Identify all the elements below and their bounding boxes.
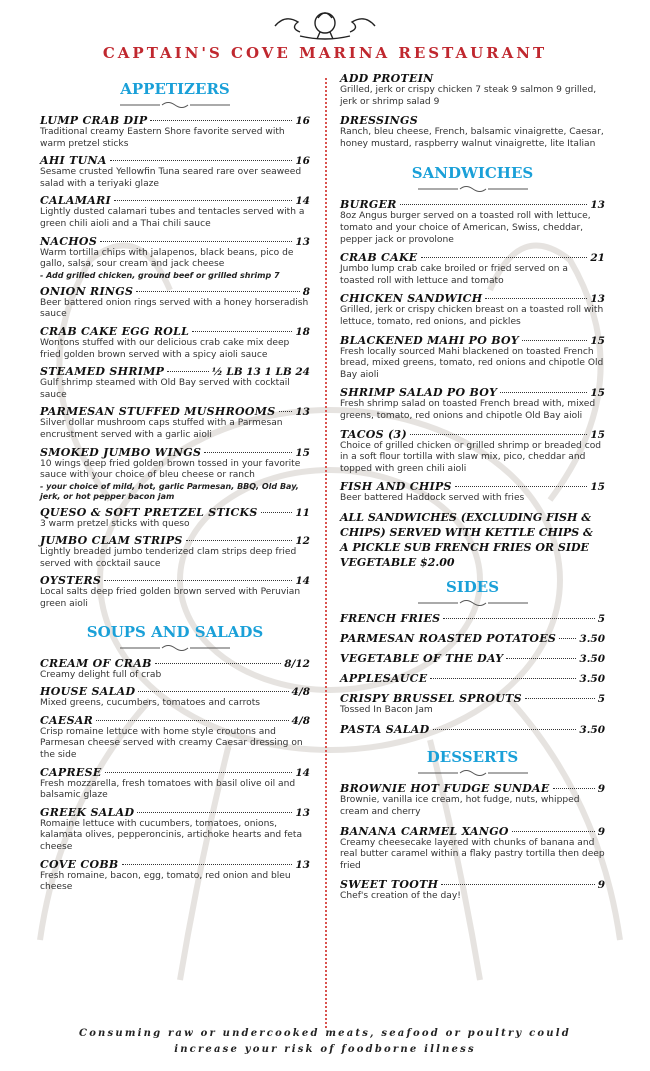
menu-item-description: Beer battered Haddock served with fries bbox=[340, 493, 525, 504]
dot-leader bbox=[167, 371, 208, 372]
menu-item-price: 14 bbox=[295, 575, 310, 588]
sides-list bbox=[340, 612, 605, 737]
dressings-heading: DRESSINGS bbox=[340, 114, 418, 128]
menu-item-price: 3.50 bbox=[579, 724, 605, 737]
appetizers-list bbox=[40, 114, 310, 611]
menu-item-name: NACHOS bbox=[40, 234, 98, 248]
menu-item-price: 15 bbox=[590, 334, 605, 347]
menu-item-line bbox=[340, 612, 605, 625]
menu-item-name: BANANA CARMEL XANGO bbox=[340, 824, 509, 838]
dot-leader bbox=[522, 340, 587, 341]
menu-item-line bbox=[40, 858, 310, 871]
menu-item-price: 12 bbox=[295, 535, 310, 548]
menu-item-line bbox=[40, 325, 310, 338]
menu-item-description: Local salts deep fried golden brown served with Peruvian green aioli bbox=[40, 587, 301, 610]
menu-item-price: 13 bbox=[295, 235, 310, 248]
menu-item bbox=[40, 194, 310, 230]
menu-item-description: Fresh romaine, bacon, egg, tomato, red onion and bleu cheese bbox=[40, 870, 291, 893]
menu-item-name: HOUSE SALAD bbox=[40, 685, 136, 699]
menu-item-price: 13 bbox=[295, 806, 310, 819]
menu-item-line bbox=[40, 285, 310, 298]
menu-item bbox=[40, 114, 310, 150]
menu-item bbox=[40, 365, 310, 401]
sandwiches-heading: SANDWICHES bbox=[411, 164, 534, 183]
menu-item-description: Sesame crusted Yellowfin Tuna seared rare over seaweed salad with a teriyaki glaze bbox=[40, 167, 302, 189]
dot-leader bbox=[192, 331, 292, 332]
add-protein-desc: Grilled, jerk or crispy chicken 7 steak 9 salmon 9 grilled, jerk or shrimp salad 9 bbox=[340, 85, 597, 107]
menu-item-name: PASTA SALAD bbox=[340, 723, 430, 737]
menu-item-name: PARMESAN STUFFED MUSHROOMS bbox=[40, 405, 276, 419]
menu-item-name: ONION RINGS bbox=[40, 284, 134, 298]
menu-item-line bbox=[40, 574, 310, 587]
menu-item-name: CHICKEN SANDWICH bbox=[340, 292, 483, 306]
menu-item-name: CRAB CAKE bbox=[340, 251, 418, 265]
menu-item-name: PARMESAN ROASTED POTATOES bbox=[340, 631, 557, 645]
menu-item-description: Lightly dusted calamari tubes and tentacles served with a green chili aioli and a Thai chili sauce bbox=[40, 207, 305, 229]
menu-item-line bbox=[340, 672, 605, 685]
menu-item-line bbox=[40, 806, 310, 819]
menu-item-name: COVE COBB bbox=[40, 857, 119, 871]
dot-leader bbox=[441, 884, 594, 885]
menu-item-description: 10 wings deep fried golden brown tossed in your favorite sauce with your choice of bleu cheese or ranch bbox=[40, 458, 301, 481]
menu-item-price: 9 bbox=[597, 879, 605, 892]
menu-item bbox=[340, 692, 605, 717]
sandwich-note: ALL SANDWICHES (EXCLUDING FISH & CHIPS) SERVED WITH KETTLE CHIPS & A PICKLE SUB FRENCH FRIES OR SIDE VEGETABLE $2.00 bbox=[340, 510, 593, 569]
menu-item bbox=[40, 405, 310, 441]
menu-item bbox=[40, 714, 310, 762]
dot-leader bbox=[433, 729, 577, 730]
menu-item-name: VEGETABLE OF THE DAY bbox=[340, 651, 504, 665]
menu-item-description: Warm tortilla chips with jalapenos, black beans, pico de gallo, salsa, sour cream and jack cheese bbox=[40, 247, 294, 270]
flourish-divider-icon bbox=[418, 184, 528, 194]
menu-item-line bbox=[40, 446, 310, 459]
menu-item-name: CREAM OF CRAB bbox=[40, 656, 152, 670]
menu-item bbox=[340, 878, 605, 903]
menu-item-line bbox=[340, 292, 605, 305]
desserts-heading: DESSERTS bbox=[426, 748, 519, 767]
menu-item-description: Mixed greens, cucumbers, tomatoes and carrots bbox=[40, 698, 260, 709]
menu-item-price: 4/8 bbox=[291, 714, 310, 727]
menu-item bbox=[40, 534, 310, 570]
menu-item bbox=[340, 782, 605, 818]
sides-heading: SIDES bbox=[445, 577, 500, 596]
dot-leader bbox=[104, 580, 292, 581]
menu-item-line bbox=[340, 782, 605, 795]
menu-item-price: 14 bbox=[295, 195, 310, 208]
menu-item-name: AHI TUNA bbox=[40, 154, 107, 168]
menu-item-name: BLACKENED MAHI PO BOY bbox=[340, 333, 520, 347]
dot-leader bbox=[410, 434, 587, 435]
menu-item-name: CAESAR bbox=[40, 713, 94, 727]
menu-item-line bbox=[40, 685, 310, 698]
menu-item-note: - Add grilled chicken, ground beef or grilled shrimp 7 bbox=[40, 270, 280, 280]
menu-item-price: 15 bbox=[590, 481, 605, 494]
menu-item bbox=[340, 386, 605, 422]
menu-item-price: 16 bbox=[295, 115, 310, 127]
menu-item bbox=[340, 334, 605, 382]
menu-item-price: 11 bbox=[295, 506, 310, 519]
dot-leader bbox=[136, 291, 299, 292]
sandwiches-list bbox=[340, 198, 605, 505]
menu-item-line bbox=[340, 480, 605, 493]
dot-leader bbox=[100, 241, 292, 242]
dot-leader bbox=[553, 788, 595, 789]
menu-item-line bbox=[40, 194, 310, 207]
disclaimer-line-2: increase your risk of foodborne illness bbox=[174, 1044, 476, 1055]
dot-leader bbox=[430, 678, 576, 679]
menu-item-line bbox=[340, 825, 605, 838]
menu-item bbox=[40, 285, 310, 321]
menu-item-line bbox=[340, 198, 605, 211]
menu-item-name: APPLESAUCE bbox=[340, 671, 428, 685]
disclaimer-line-1: Consuming raw or undercooked meats, seafood or poultry could bbox=[79, 1028, 571, 1039]
menu-item-name: CRISPY BRUSSEL SPROUTS bbox=[340, 691, 522, 705]
menu-item bbox=[40, 858, 310, 894]
rooster-logo-icon bbox=[270, 6, 380, 42]
menu-item-name: FISH AND CHIPS bbox=[340, 480, 452, 494]
menu-item-description: Crisp romaine lettuce with home style croutons and Parmesan cheese served with creamy Caesar dressing on the side bbox=[40, 726, 303, 761]
menu-item bbox=[40, 235, 310, 281]
left-column bbox=[40, 72, 310, 898]
menu-item-line bbox=[340, 632, 605, 645]
menu-item-price: 4/8 bbox=[291, 686, 310, 699]
menu-item bbox=[40, 325, 310, 361]
dot-leader bbox=[455, 486, 588, 487]
menu-item-name: BURGER bbox=[340, 198, 397, 212]
menu-item-name: CAPRESE bbox=[40, 765, 102, 779]
dot-leader bbox=[114, 200, 292, 201]
menu-item-price: 14 bbox=[295, 766, 310, 779]
menu-item-name: CALAMARI bbox=[40, 194, 111, 208]
menu-item-line bbox=[340, 652, 605, 665]
menu-item-line bbox=[40, 405, 310, 418]
menu-item bbox=[40, 657, 310, 682]
menu-item-line bbox=[340, 428, 605, 441]
menu-item-description: Fresh shrimp salad on toasted French bread with, mixed greens, tomato, red onions and chipotle Old Bay aioli bbox=[340, 399, 596, 421]
menu-item-description: Fresh locally sourced Mahi blackened on toasted French bread, mixed greens, tomato, red onions and chipotle Old Bay aioli bbox=[340, 346, 604, 380]
menu-item-price: 5 bbox=[597, 612, 605, 625]
menu-item bbox=[340, 428, 605, 476]
dot-leader bbox=[138, 691, 288, 692]
menu-item bbox=[340, 723, 605, 736]
dot-leader bbox=[512, 831, 595, 832]
appetizers-heading: APPETIZERS bbox=[120, 80, 230, 98]
menu-item-name: STEAMED SHRIMP bbox=[40, 365, 165, 379]
menu-item-name: TACOS (3) bbox=[340, 427, 407, 441]
menu-item bbox=[40, 506, 310, 531]
menu-item-price: 16 bbox=[295, 155, 310, 168]
menu-item bbox=[340, 251, 605, 287]
add-protein-heading: ADD PROTEIN bbox=[340, 72, 434, 85]
menu-item bbox=[40, 806, 310, 854]
menu-item-name: GREEK SALAD bbox=[40, 805, 135, 819]
menu-item bbox=[40, 154, 310, 190]
menu-item-description: 3 warm pretzel sticks with queso bbox=[40, 518, 190, 529]
column-divider bbox=[325, 78, 327, 1028]
menu-item-price: 9 bbox=[597, 783, 605, 796]
menu-item-description: Traditional creamy Eastern Shore favorite served with warm pretzel sticks bbox=[40, 127, 285, 149]
menu-item-price: 13 bbox=[590, 293, 605, 306]
menu-item-line bbox=[40, 657, 310, 670]
dot-leader bbox=[525, 698, 595, 699]
flourish-divider-icon bbox=[120, 643, 230, 653]
health-disclaimer bbox=[0, 1026, 650, 1058]
flourish-divider-icon bbox=[418, 768, 528, 778]
menu-item-line bbox=[40, 114, 310, 127]
menu-item-price: 13 bbox=[590, 199, 605, 212]
menu-item bbox=[40, 574, 310, 610]
menu-item-price: 13 bbox=[295, 406, 310, 419]
menu-item bbox=[340, 632, 605, 645]
menu-item-price: 13 bbox=[295, 858, 310, 871]
restaurant-title: CAPTAIN'S COVE MARINA RESTAURANT bbox=[102, 44, 548, 62]
menu-item-line bbox=[40, 506, 310, 519]
menu-item-line bbox=[340, 692, 605, 705]
menu-item-line bbox=[340, 723, 605, 736]
menu-item-description: Gulf shrimp steamed with Old Bay served with cocktail sauce bbox=[40, 378, 290, 400]
menu-item-description: Romaine lettuce with cucumbers, tomatoes, onions, kalamata olives, pepperoncinis, artichoke hearts and feta cheese bbox=[40, 818, 303, 852]
menu-item-description: Beer battered onion rings served with a honey horseradish sauce bbox=[40, 297, 309, 320]
dot-leader bbox=[506, 658, 576, 659]
flourish-divider-icon bbox=[418, 598, 528, 608]
menu-item-description: Tossed In Bacon Jam bbox=[340, 704, 433, 715]
dot-leader bbox=[279, 411, 293, 412]
soups-list bbox=[40, 657, 310, 894]
menu-item-name: QUESO & SOFT PRETZEL STICKS bbox=[40, 505, 258, 519]
menu-item-name: SWEET TOOTH bbox=[340, 878, 439, 892]
dot-leader bbox=[204, 452, 292, 453]
menu-item-description: Brownie, vanilla ice cream, hot fudge, nuts, whipped cream and cherry bbox=[340, 795, 580, 818]
menu-item-line bbox=[340, 386, 605, 399]
flourish-divider-icon bbox=[120, 100, 230, 110]
menu-item bbox=[40, 766, 310, 802]
menu-item-description: Grilled, jerk or crispy chicken breast on a toasted roll with lettuce, tomato, red onions, and pickles bbox=[340, 305, 604, 327]
dot-leader bbox=[122, 864, 293, 865]
menu-item-description: Chef's creation of the day! bbox=[340, 891, 461, 902]
menu-item-price: 8/12 bbox=[284, 657, 310, 670]
menu-item-price: 18 bbox=[295, 325, 310, 338]
dot-leader bbox=[150, 120, 292, 121]
dot-leader bbox=[137, 812, 292, 813]
menu-item-description: Choice of grilled chicken or grilled shrimp or breaded cod in a soft flour tortilla with slaw mix, pico, cheddar and topped with green chili aioli bbox=[340, 440, 602, 474]
dot-leader bbox=[110, 160, 293, 161]
menu-item-name: SMOKED JUMBO WINGS bbox=[40, 445, 202, 459]
menu-item-description: 8oz Angus burger served on a toasted roll with lettuce, tomato and your choice of American, Swiss, cheddar, pepper jack or provolone bbox=[340, 211, 591, 245]
menu-item-name: FRENCH FRIES bbox=[340, 611, 441, 625]
menu-item-line bbox=[40, 154, 310, 167]
menu-item-line bbox=[40, 365, 310, 378]
dot-leader bbox=[500, 392, 587, 393]
menu-item-line bbox=[340, 878, 605, 891]
menu-item-line bbox=[40, 235, 310, 248]
menu-item-name: LUMP CRAB DIP bbox=[40, 114, 148, 127]
menu-item-price: 21 bbox=[590, 252, 605, 265]
dot-leader bbox=[443, 618, 594, 619]
dot-leader bbox=[485, 298, 587, 299]
menu-item-description: Jumbo lump crab cake broiled or fried served on a toasted roll with lettuce and tomato bbox=[340, 264, 568, 286]
menu-item bbox=[340, 652, 605, 665]
menu-item bbox=[340, 198, 605, 246]
menu-item-name: CRAB CAKE EGG ROLL bbox=[40, 324, 190, 338]
menu-item-price: 9 bbox=[597, 825, 605, 838]
menu-item bbox=[340, 672, 605, 685]
menu-item-name: OYSTERS bbox=[40, 574, 102, 588]
menu-item-line bbox=[40, 714, 310, 727]
menu-item-line bbox=[40, 766, 310, 779]
dot-leader bbox=[261, 512, 293, 513]
menu-item bbox=[40, 446, 310, 502]
menu-item-line bbox=[340, 251, 605, 264]
menu-item-description: Silver dollar mushroom caps stuffed with a Parmesan encrustment served with a garlic aioli bbox=[40, 418, 283, 440]
menu-item-note: - your choice of mild, hot, garlic Parmesan, BBQ, Old Bay, jerk, or hot pepper bacon jam bbox=[40, 481, 299, 501]
desserts-list bbox=[340, 782, 605, 903]
menu-item-price: 5 bbox=[597, 692, 605, 705]
dot-leader bbox=[155, 663, 282, 664]
menu-item-price: 15 bbox=[295, 446, 310, 459]
menu-item-name: SHRIMP SALAD PO BOY bbox=[340, 386, 498, 400]
menu-item-description: Fresh mozzarella, fresh tomatoes with basil olive oil and balsamic glaze bbox=[40, 778, 296, 801]
menu-item-description: Wontons stuffed with our delicious crab cake mix deep fried golden brown served with a spicy aioli sauce bbox=[40, 337, 290, 360]
menu-item-price: 15 bbox=[590, 428, 605, 441]
menu-item bbox=[40, 685, 310, 710]
menu-item bbox=[340, 480, 605, 505]
menu-item-description: Lightly breaded jumbo tenderized clam strips deep fried served with cocktail sauce bbox=[40, 547, 297, 569]
right-column bbox=[340, 72, 605, 909]
menu-item-name: JUMBO CLAM STRIPS bbox=[40, 534, 183, 548]
dot-leader bbox=[421, 257, 588, 258]
soups-heading: SOUPS AND SALADS bbox=[86, 622, 264, 641]
menu-item-price: 3.50 bbox=[579, 652, 605, 665]
dot-leader bbox=[186, 540, 293, 541]
dot-leader bbox=[559, 638, 576, 639]
menu-item-description: Creamy cheesecake layered with chunks of banana and real butter caramel within a flaky pastry tortilla then deep fried bbox=[340, 837, 605, 871]
dot-leader bbox=[400, 204, 588, 205]
dressings-desc: Ranch, bleu cheese, French, balsamic vinaigrette, Caesar, honey mustard, raspberry walnut vinaigrette, lite Italian bbox=[340, 127, 604, 149]
menu-item-price: 3.50 bbox=[579, 672, 605, 685]
menu-item bbox=[340, 612, 605, 625]
menu-item-line bbox=[40, 534, 310, 547]
dot-leader bbox=[105, 772, 293, 773]
menu-item-price: 3.50 bbox=[579, 632, 605, 645]
dot-leader bbox=[96, 720, 288, 721]
menu-item-price: 8 bbox=[302, 285, 310, 298]
menu-item-price: 15 bbox=[590, 387, 605, 400]
menu-item bbox=[340, 825, 605, 873]
menu-item-line bbox=[340, 334, 605, 347]
menu-item-name: BROWNIE HOT FUDGE SUNDAE bbox=[340, 782, 550, 796]
menu-item bbox=[340, 292, 605, 328]
menu-item-description: Creamy delight full of crab bbox=[40, 669, 162, 680]
menu-item-price: ½ LB 13 1 LB 24 bbox=[211, 366, 310, 379]
